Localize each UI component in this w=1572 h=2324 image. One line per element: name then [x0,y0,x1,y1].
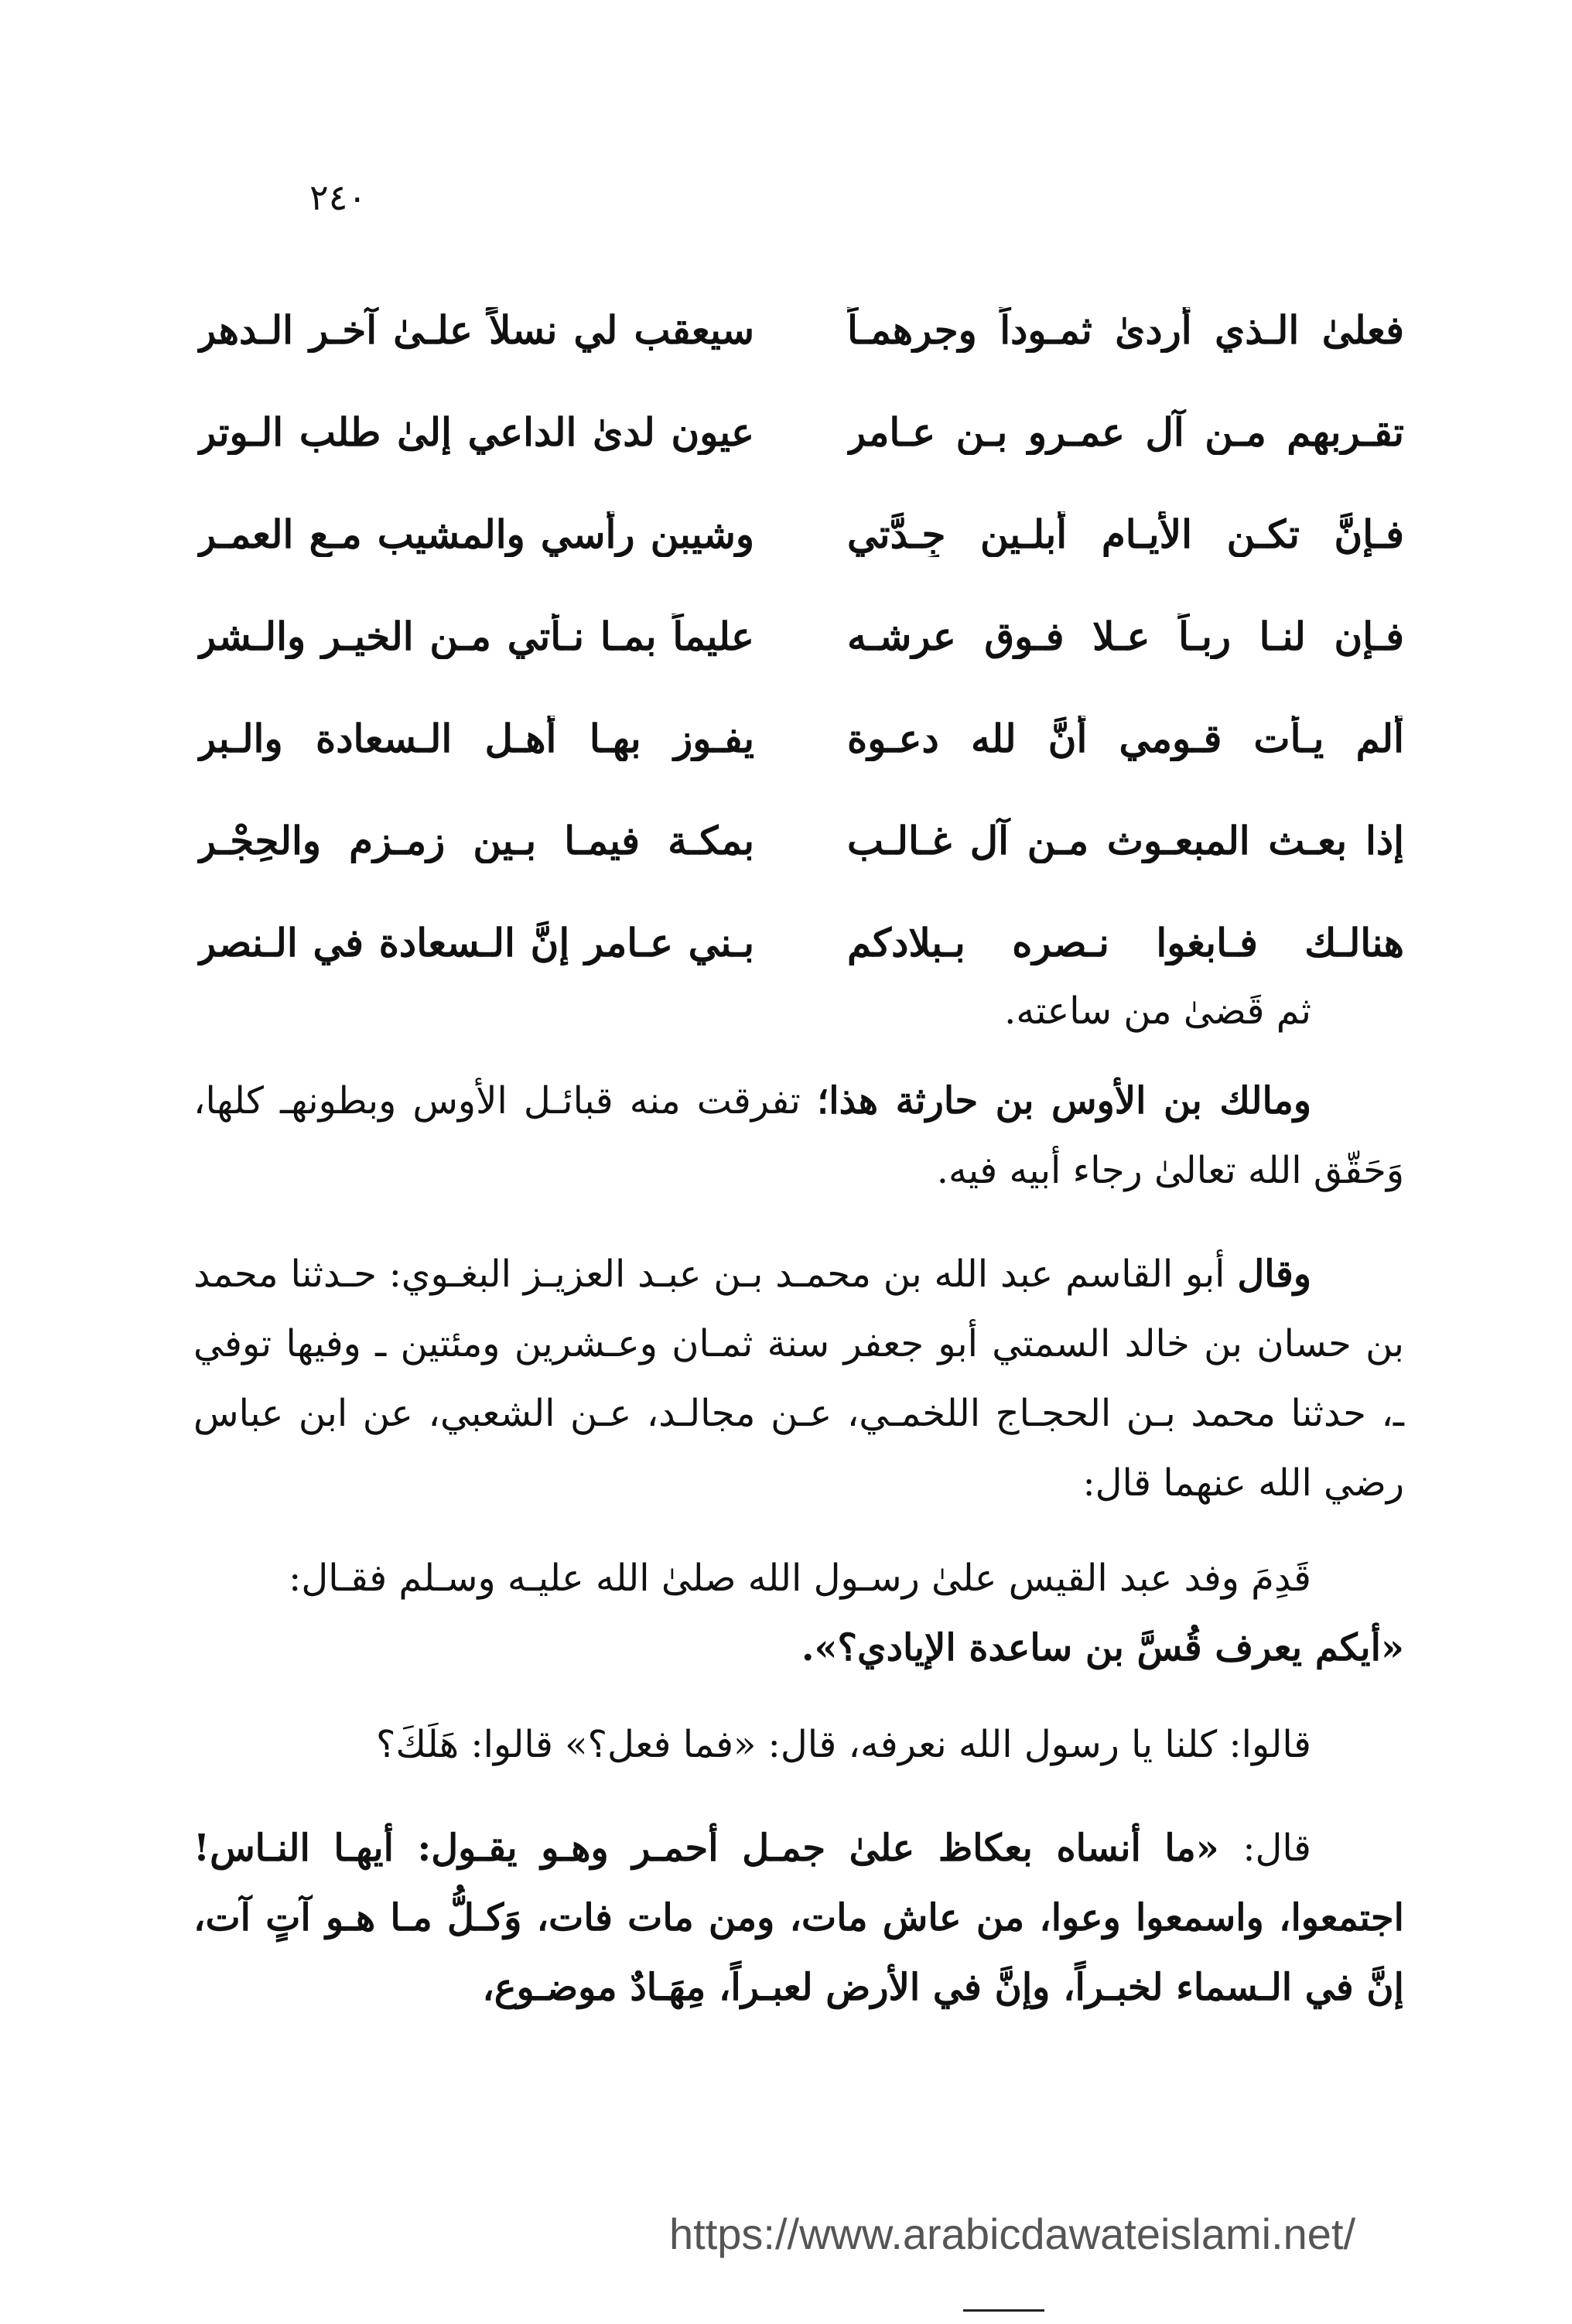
paragraph-reply [193,1710,1404,1779]
paragraph-isnad-body: أبو القاسم عبد الله بن محمـد بـن عبـد العزيـز البغـوي: حـدثنا محمد بن حسان بن خالد السمتي أبو جعفر سنة ثمـان وعـشرين ومئتين ـ وفيها توفي ـ، حدثنا محمد بـن الحجـاج اللخمـي، عـن مجالـد، عـن الشعبي، عن ابن عباس رضي الله عنهما قال: [193,1253,1404,1505]
paragraph-sermon-body: «ما أنساه بعكاظ علىٰ جمـل أحمـر وهـو يقـول: أيهـا النـاس! اجتمعوا، واسمعوا وعوا، من عاش مات، ومن مات فات، وَكـلُّ مـا هـو آتٍ آت، إنَّ في الـسماء لخبـراً، وإنَّ في الأرض لعبـراً، مِهَـادٌ موضـوع، [193,1827,1404,2009]
death-line-text: ثم قَضىٰ من ساعته. [1004,989,1311,1033]
verse-first-hemistich: ألم يـأت قـومي أنَّ لله دعـوة [847,715,1404,761]
verse-first-hemistich: تقـربهم مـن آل عمـرو بـن عـامر [847,408,1404,455]
paragraph-malik-text [193,1066,1404,1205]
verse-second-hemistich: عيون لدىٰ الداعي إلىٰ طلب الـوتر [197,408,754,455]
verse-line [197,585,1404,687]
death-line [193,976,1404,1046]
verse-second-hemistich: وشيبن رأسي والمشيب مـع العمـر [197,511,754,557]
paragraph-isnad-text [193,1239,1404,1518]
paragraph-delegation-text [193,1543,1404,1613]
paragraph-sermon-text [193,1813,1404,2022]
paragraph-malik [193,1066,1404,1205]
verse-line [197,483,1404,585]
verse-second-hemistich: بـني عـامر إنَّ الـسعادة في الـنصر [197,919,754,965]
verse-second-hemistich: بمكـة فيمـا بـين زمـزم والحِجْـر [197,817,754,863]
verse-line [197,687,1404,789]
verse-first-hemistich: فعلىٰ الـذي أردىٰ ثمـوداً وجرهمـاً [847,306,1404,353]
footer-rule [963,2309,1044,2312]
paragraph-sermon [193,1813,1404,2022]
verse-line [197,381,1404,483]
paragraph-delegation-body: قَدِمَ وفد عبد القيس علىٰ رسـول الله صلىٰ الله عليـه وسـلم فقـال: [289,1557,1311,1600]
paragraph-delegation [193,1543,1404,1683]
verse-first-hemistich: إذا بعـث المبعـوث مـن آل غـالـب [847,817,1404,863]
verse-first-hemistich: فـإنَّ تكـن الأيـام أبلـين جِـدَّتي [847,511,1404,557]
paragraph-delegation-quote-line [193,1613,1404,1683]
verse-second-hemistich: يفـوز بهـا أهـل الـسعادة والـبر [197,715,754,761]
verse-line [197,279,1404,381]
paragraph-malik-body: تفرقت منه قبائـل الأوس وبطونهـ كلها، وَحَقّق الله تعالىٰ رجاء أبيه فيه. [193,1079,1404,1192]
paragraph-isnad [193,1239,1404,1518]
verse-second-hemistich: سيعقب لي نسلاً علـىٰ آخـر الـدهر [197,306,754,353]
paragraph-malik-lead: ومالك بن الأوس بن حارثة هذا؛ [816,1079,1312,1123]
verse-line [197,789,1404,891]
paragraph-sermon-lead: قال: [1242,1827,1311,1870]
verse-second-hemistich: عليماً بمـا نـأتي مـن الخيـر والـشر [197,613,754,659]
paragraph-delegation-quote: «أيكم يعرف قُسَّ بن ساعدة الإيادي؟». [801,1626,1404,1670]
paragraph-reply-text: قالوا: كلنا يا رسول الله نعرفه، قال: «فما فعل؟» قالوا: هَلَكَ؟ [376,1723,1311,1766]
paragraph-isnad-lead: وقال [1237,1253,1311,1296]
verse-first-hemistich: فـإن لنـا ربـاً عـلا فـوق عرشـه [847,613,1404,659]
page-number: ٢٤٠ [309,176,367,218]
watermark-url: https://www.arabicdawateislami.net/ [669,2210,1356,2258]
verse-first-hemistich: هنالـك فـابغوا نـصره بـبلادكم [847,919,1404,965]
poem [197,279,1404,993]
